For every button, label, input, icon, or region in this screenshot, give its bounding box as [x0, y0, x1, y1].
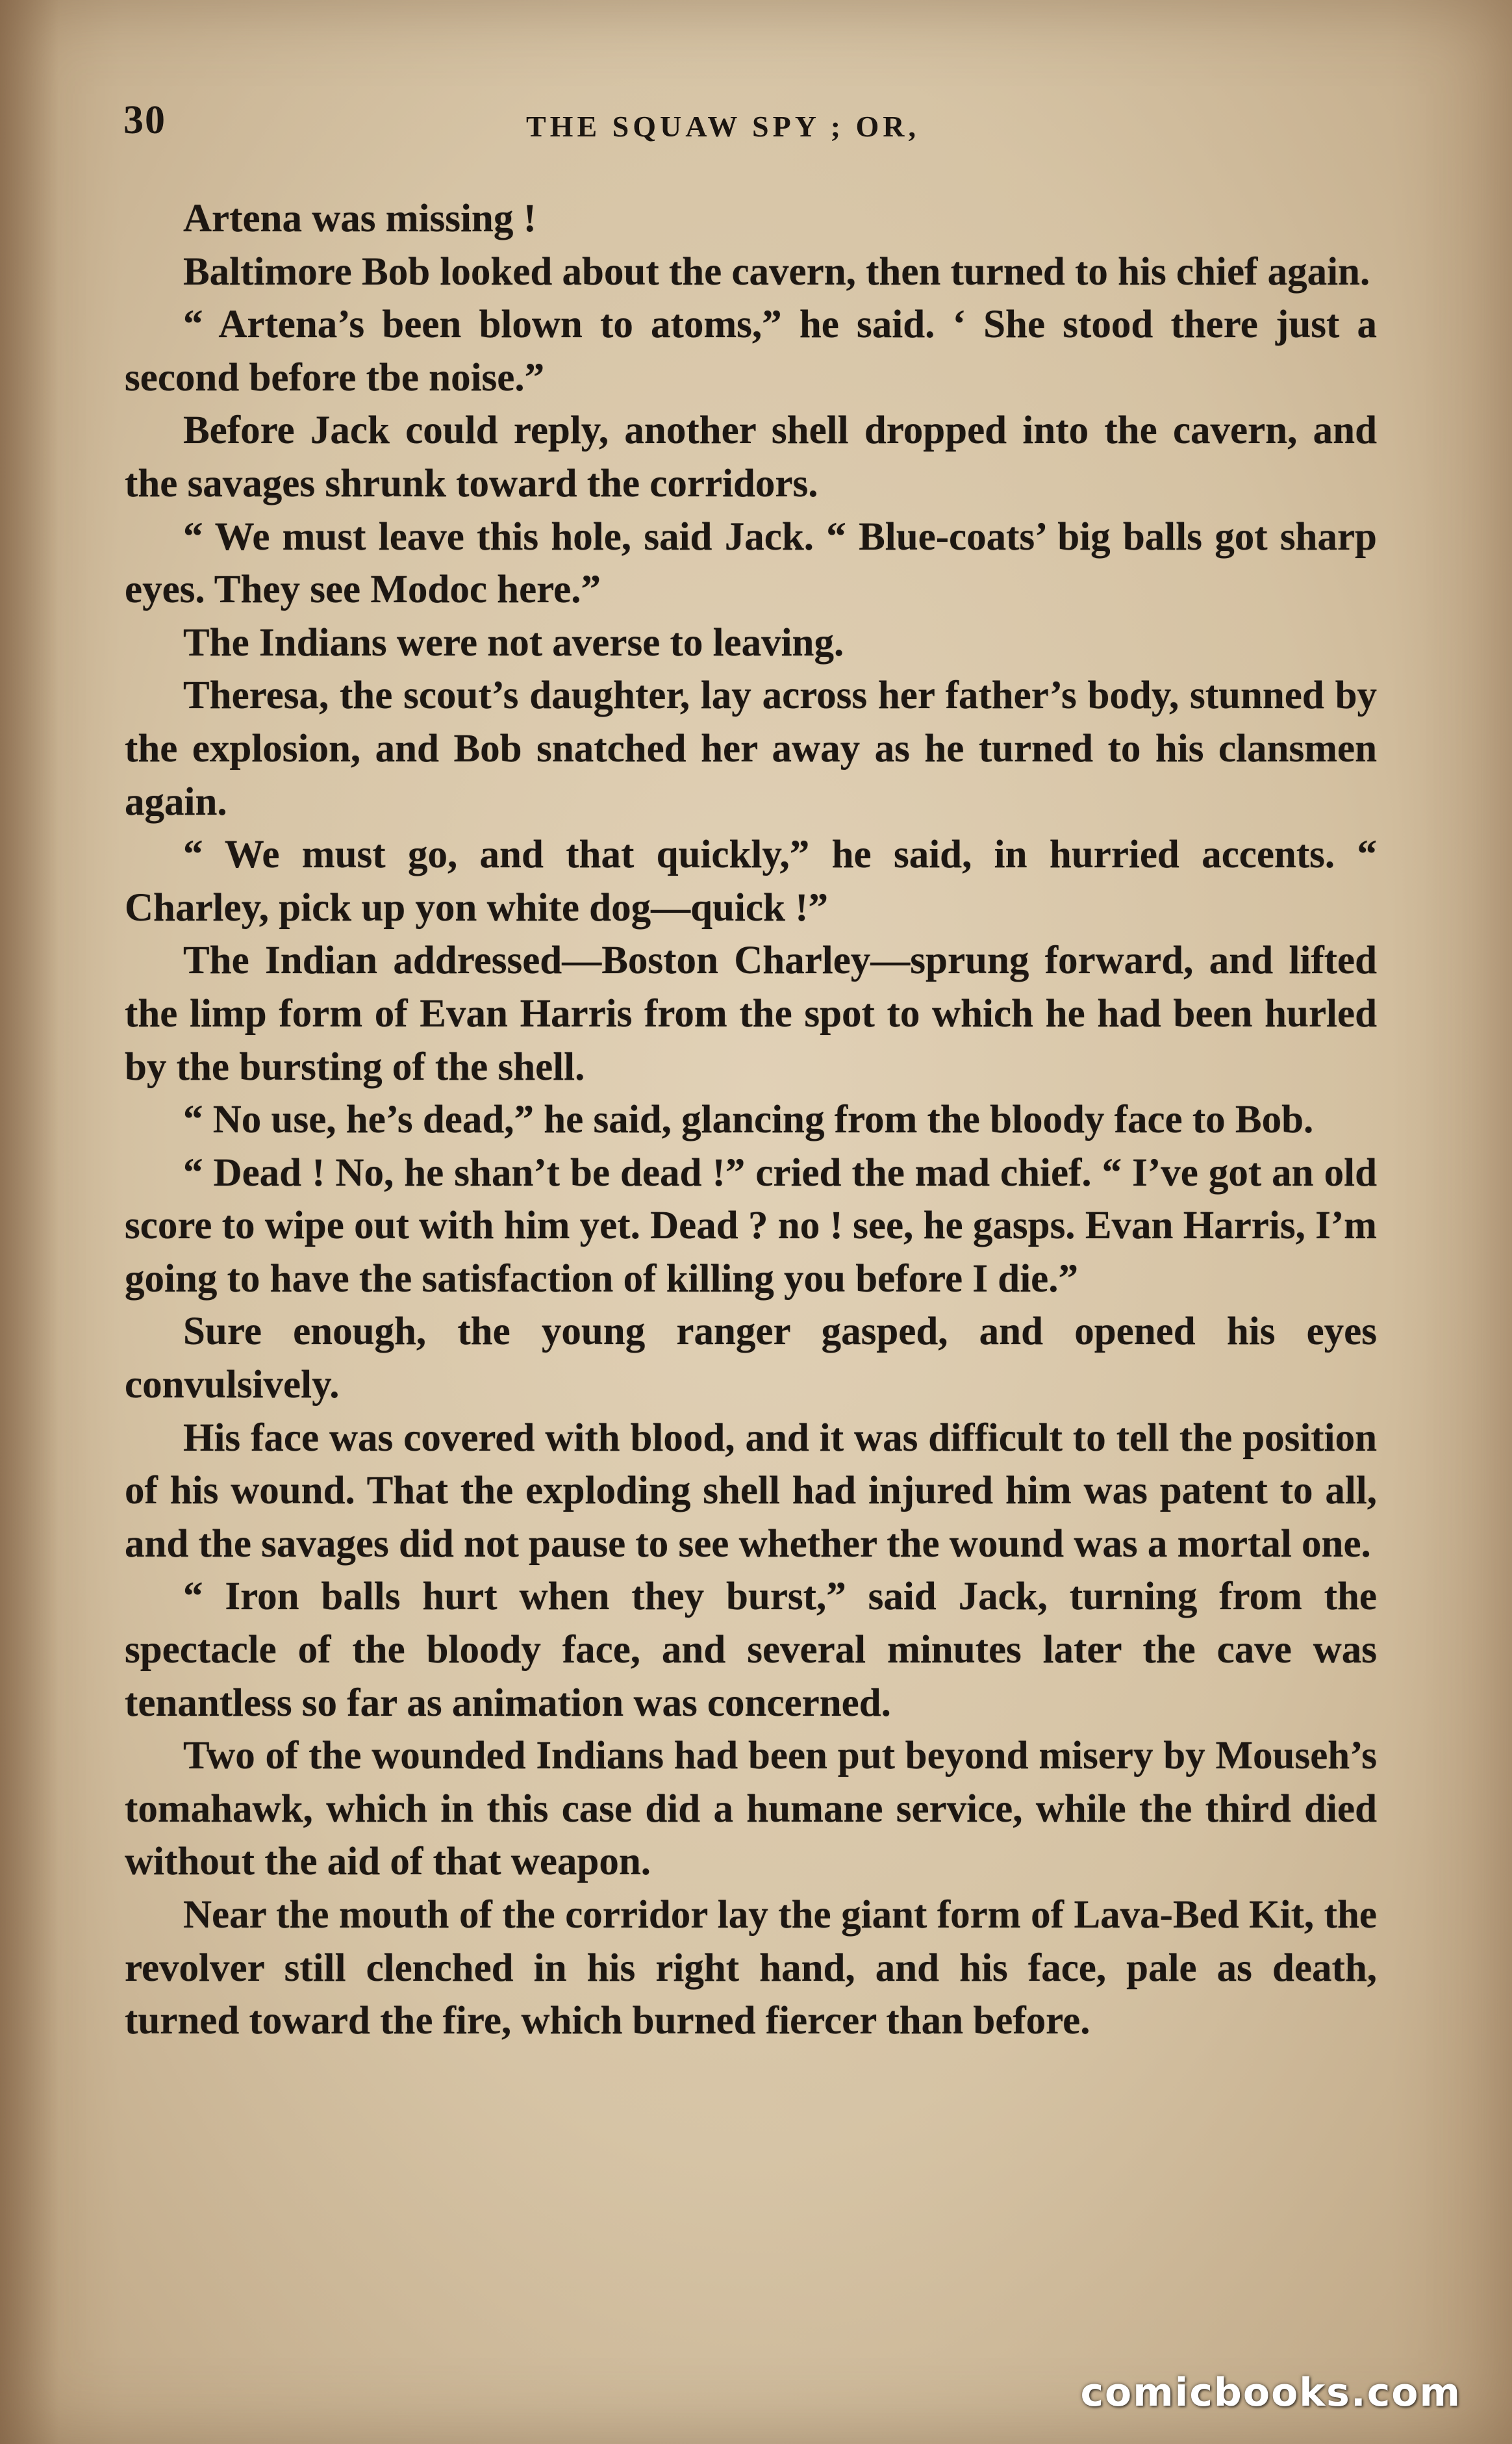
- paragraph: The Indians were not averse to leaving.: [183, 620, 844, 665]
- page-number: 30: [123, 98, 166, 142]
- running-head: THE SQUAW SPY ; OR,: [526, 110, 920, 143]
- paragraph: Artena was missing !: [183, 197, 536, 240]
- paragraph: “ Iron balls hurt when they burst,” said Jack, turning from the spectacle of the bloody face, and several minutes later the cave was tenantless so far as animation was concerned.: [125, 1575, 1377, 1725]
- body-text: [125, 192, 1377, 2048]
- page-edge-shadow: [0, 0, 58, 2444]
- paragraph: “ We must go, and that quickly,” he said, in hurried accents. “ Charley, pick up yon white dog—quick !”: [125, 833, 1377, 930]
- paragraph: Theresa, the scout’s daughter, lay across her father’s body, stunned by the explosion, and Bob snatched her away as he turned to his clansmen again.: [125, 674, 1377, 824]
- watermark: comicbooks.com: [1080, 2370, 1461, 2415]
- paragraph: “ Dead ! No, he shan’t be dead !” cried the mad chief. “ I’ve got an old score to wipe out with him yet. Dead ? no ! see, he gasps. Evan Harris, I’m going to have the satisfaction of killing you before I die.”: [125, 1151, 1377, 1301]
- paragraph: His face was covered with blood, and it was difficult to tell the position of his wound. That the exploding shell had injured him was patent to all, and the savages did not pause to see whether the wound was a mortal one.: [125, 1416, 1377, 1566]
- paragraph: Before Jack could reply, another shell dropped into the cavern, and the savages shrunk toward the corridors.: [125, 409, 1377, 505]
- paragraph: “ Artena’s been blown to atoms,” he said. ‘ She stood there just a second before tbe noise.”: [125, 303, 1377, 400]
- paragraph: Sure enough, the young ranger gasped, and opened his eyes convulsively.: [125, 1310, 1377, 1407]
- paragraph: Two of the wounded Indians had been put beyond misery by Mouseh’s tomahawk, which in this case did a humane service, while the third died without the aid of that weapon.: [125, 1734, 1377, 1884]
- page-header: [123, 97, 1383, 149]
- paragraph: The Indian addressed—Boston Charley—sprung forward, and lifted the limp form of Evan Harris from the spot to which he had been hurled by the bursting of the shell.: [125, 939, 1377, 1089]
- paragraph: “ No use, he’s dead,” he said, glancing from the bloody face to Bob.: [183, 1098, 1314, 1142]
- paragraph: Baltimore Bob looked about the cavern, then turned to his chief again.: [183, 249, 1370, 294]
- paragraph: Near the mouth of the corridor lay the giant form of Lava-Bed Kit, the revolver still clenched in his right hand, and his face, pale as death, turned toward the fire, which burned fiercer than before.: [125, 1893, 1377, 2043]
- paragraph: “ We must leave this hole, said Jack. “ Blue-coats’ big balls got sharp eyes. They see Modoc here.”: [125, 515, 1377, 612]
